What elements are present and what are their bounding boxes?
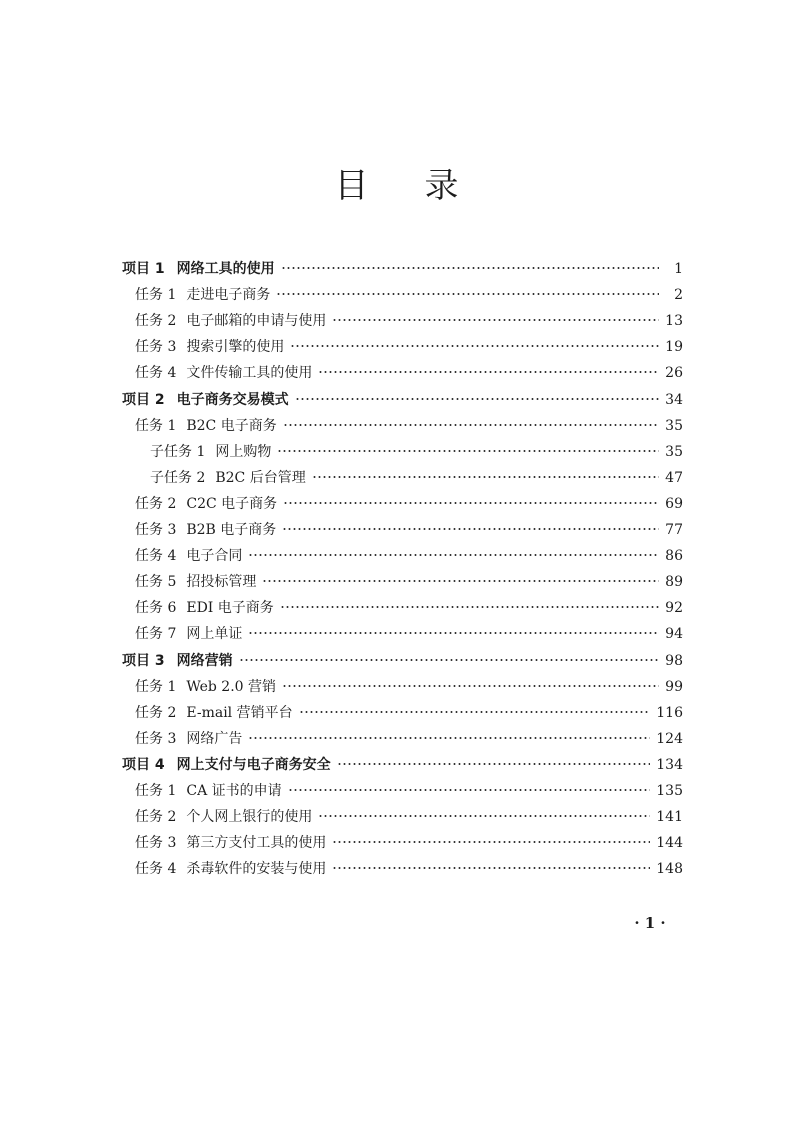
dot-leader	[318, 370, 659, 374]
toc-entry-number: 子任务 1	[150, 443, 206, 460]
dot-leader	[248, 631, 659, 635]
toc-entry-title: CA 证书的申请	[186, 783, 282, 799]
toc-task-entry[interactable]	[135, 774, 683, 800]
dot-leader	[280, 605, 659, 609]
toc-entry-number: 子任务 2	[150, 469, 206, 486]
toc-entry-title: E-mail 营销平台	[186, 704, 293, 721]
toc-project-entry[interactable]	[122, 383, 683, 409]
toc-entry-number: 项目 3	[122, 652, 165, 669]
toc-entry-title: 个人网上银行的使用	[186, 809, 313, 826]
dot-leader	[312, 475, 659, 479]
toc-entry-number: 任务 1	[135, 678, 177, 695]
toc-entry-title: 电子邮箱的申请与使用	[186, 313, 327, 330]
toc-project-entry[interactable]	[122, 252, 683, 278]
toc-entry-page: 1	[674, 261, 683, 277]
toc-entry-number: 任务 2	[135, 313, 177, 330]
toc-entry-page: 89	[665, 574, 683, 591]
dot-leader	[290, 344, 659, 348]
dot-leader	[299, 710, 651, 714]
toc-project-entry[interactable]	[122, 748, 683, 774]
toc-entry-page: 13	[665, 313, 683, 330]
toc-entry-number: 任务 1	[135, 783, 177, 799]
toc-entry-page: 92	[665, 600, 683, 617]
dot-leader	[332, 318, 659, 322]
toc-task-entry[interactable]	[135, 487, 683, 513]
toc-subtask-entry[interactable]	[150, 461, 683, 487]
toc-entry-page: 69	[665, 495, 683, 512]
page-title: 目录	[334, 166, 515, 206]
toc-entry-page: 26	[665, 365, 683, 382]
toc-entry-page: 77	[665, 522, 683, 538]
toc-task-entry[interactable]	[135, 539, 683, 565]
toc-entry-title: 文件传输工具的使用	[186, 365, 313, 382]
toc-entry-number: 项目 1	[122, 261, 165, 277]
toc-task-entry[interactable]	[135, 722, 683, 748]
toc-entry-number: 项目 4	[122, 756, 165, 773]
toc-entry-title: Web 2.0 营销	[186, 678, 277, 695]
dot-leader	[283, 501, 659, 505]
toc-entry-title: 杀毒软件的安装与使用	[186, 861, 327, 878]
toc-entry-page: 148	[656, 861, 683, 878]
toc-entry-title: 电子合同	[186, 548, 243, 565]
toc-entry-title: 电子商务交易模式	[176, 391, 289, 408]
toc-task-entry[interactable]	[135, 670, 683, 696]
toc-entry-page: 135	[656, 783, 683, 799]
toc-entry-page: 19	[665, 339, 683, 356]
dot-leader	[332, 866, 650, 870]
toc-task-entry[interactable]	[135, 696, 683, 722]
toc-entry-number: 任务 7	[135, 626, 177, 643]
toc-entry-page: 99	[665, 678, 683, 695]
toc-entry-page: 124	[656, 730, 683, 747]
dot-leader	[282, 684, 659, 688]
toc-entry-page: 144	[656, 835, 683, 852]
toc-entry-number: 任务 4	[135, 365, 177, 382]
toc-entry-number: 任务 3	[135, 339, 177, 356]
dot-leader	[295, 397, 659, 401]
toc-entry-title: B2C 后台管理	[215, 469, 306, 486]
toc-task-entry[interactable]	[135, 617, 683, 643]
dot-leader	[281, 266, 659, 270]
toc-entry-page: 86	[665, 548, 683, 565]
toc-entry-title: B2B 电子商务	[186, 522, 277, 538]
toc-entry-number: 任务 3	[135, 730, 177, 747]
toc-entry-title: C2C 电子商务	[186, 495, 278, 512]
toc-entry-title: 网上支付与电子商务安全	[176, 756, 331, 773]
toc-entry-title: 走进电子商务	[186, 287, 271, 304]
toc-entry-number: 任务 3	[135, 522, 177, 538]
dot-leader	[262, 579, 659, 583]
toc-entry-number: 任务 5	[135, 574, 177, 591]
dot-leader	[248, 736, 650, 740]
dot-leader	[337, 762, 651, 766]
toc-entry-page: 141	[656, 809, 683, 826]
dot-leader	[318, 814, 650, 818]
dot-leader	[288, 788, 651, 792]
toc-entry-page: 134	[656, 756, 683, 773]
toc-task-entry[interactable]	[135, 330, 683, 356]
toc-entry-page: 116	[656, 704, 683, 721]
toc-entry-page: 94	[665, 626, 683, 643]
toc-project-entry[interactable]	[122, 644, 683, 670]
toc-entry-title: 网上单证	[186, 626, 243, 643]
toc-entry-number: 任务 3	[135, 835, 177, 852]
toc-task-entry[interactable]	[135, 565, 683, 591]
toc-entry-page: 35	[665, 417, 683, 434]
page-number: · 1 ·	[634, 914, 666, 932]
toc-entry-title: EDI 电子商务	[186, 600, 274, 617]
toc-task-entry[interactable]	[135, 356, 683, 382]
dot-leader	[282, 527, 659, 531]
toc-task-entry[interactable]	[135, 409, 683, 435]
dot-leader	[283, 423, 659, 427]
toc-entry-title: 网上购物	[215, 443, 272, 460]
toc-entry-number: 任务 2	[135, 495, 177, 512]
toc-entry-title: 网络工具的使用	[176, 261, 275, 277]
toc-entry-number: 任务 1	[135, 287, 177, 304]
toc-entry-title: 第三方支付工具的使用	[186, 835, 327, 852]
toc-entry-title: B2C 电子商务	[186, 417, 277, 434]
toc-entry-page: 47	[665, 469, 683, 486]
toc-task-entry[interactable]	[135, 278, 683, 304]
toc-entry-number: 任务 2	[135, 809, 177, 826]
toc-entry-number: 任务 2	[135, 704, 177, 721]
toc-subtask-entry[interactable]	[150, 435, 683, 461]
toc-entry-number: 任务 1	[135, 417, 177, 434]
toc-entry-number: 项目 2	[122, 391, 165, 408]
toc-entry-number: 任务 4	[135, 548, 177, 565]
dot-leader	[277, 449, 659, 453]
toc-task-entry[interactable]	[135, 513, 683, 539]
dot-leader	[276, 292, 659, 296]
toc-entry-page: 34	[665, 391, 683, 408]
toc-task-entry[interactable]	[135, 304, 683, 330]
toc-entry-page: 98	[665, 652, 683, 669]
dot-leader	[248, 553, 659, 557]
toc-task-entry[interactable]	[135, 800, 683, 826]
toc-task-entry[interactable]	[135, 591, 683, 617]
toc-entry-number: 任务 4	[135, 861, 177, 878]
toc-task-entry[interactable]	[135, 852, 683, 878]
toc-entry-title: 招投标管理	[186, 574, 257, 591]
toc-task-entry[interactable]	[135, 826, 683, 852]
toc-entry-title: 网络广告	[186, 730, 243, 747]
dot-leader	[332, 840, 650, 844]
toc-entry-title: 搜索引擎的使用	[186, 339, 285, 356]
toc-entry-page: 35	[665, 443, 683, 460]
toc-entry-title: 网络营销	[176, 652, 233, 669]
toc-entry-page: 2	[674, 287, 683, 304]
toc-entry-number: 任务 6	[135, 600, 177, 617]
dot-leader	[239, 658, 659, 662]
